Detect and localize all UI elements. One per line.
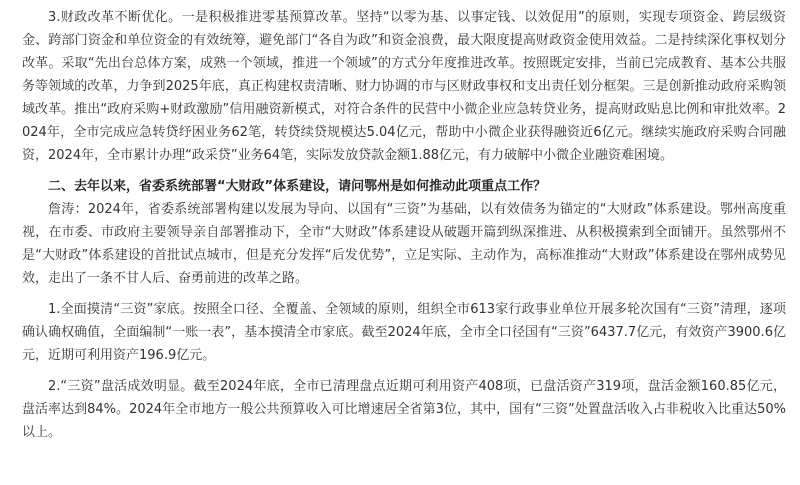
paragraph-point-one: 1.全面摸清“三资”家底。按照全口径、全覆盖、全领域的原则，组织全市613家行政事业单位开展多轮次国有“三资”清理，逐项确认确权确值，全面编制“一账一表”，基本摸清全市家底。截至2024年底，全市全口径国有“三资”6437.7亿元，有效资产3900.6亿元，近期可利用资产196.9亿元。 bbox=[22, 302, 786, 363]
paragraph-spacer bbox=[22, 367, 786, 375]
paragraph-spacer bbox=[22, 290, 786, 298]
paragraph-spacer bbox=[22, 167, 786, 175]
question-heading: 二、去年以来，省委系统部署“大财政”体系建设，请问鄂州是如何推动此项重点工作？ bbox=[48, 179, 547, 194]
paragraph-answer-intro: 詹涛：2024年，省委系统部署构建以发展为导向、以国有“三资”为基础，以有效债务为锚定的“大财政”体系建设。鄂州高度重视，在市委、市政府主要领导亲自部署推动下，全市“大财政”体系建设从破题开篇到纵深推进、从积极摸索到全面铺开。虽然鄂州不是“大财政”体系建设的首批试点城市，但是充分发挥“后发优势”，立足实际、主动作为，高标准推动“大财政”体系建设在鄂州成势见效，走出了一条不甘人后、奋勇前进的改革之路。 bbox=[22, 202, 786, 286]
paragraph-point-two: 2.“三资”盘活成效明显。截至2024年底，全市已清理盘点近期可利用资产408项，已盘活资产319项，盘活金额160.85亿元，盘活率达到84%。2024年全市地方一般公共预算收入可比增速居全省第3位，其中，国有“三资”处置盘活收入占非税收入比重达50%以上。 bbox=[22, 379, 786, 440]
paragraph-fiscal-reform: 3.财政改革不断优化。一是积极推进零基预算改革。坚持“以零为基、以事定钱、以效促用”的原则，实现专项资金、跨层级资金、跨部门资金和单位资金的有效统筹，避免部门“各自为政”和资金浪费，最大限度提高财政资金使用效益。二是持续深化事权划分改革。采取“先出台总体方案，成熟一个领域，推进一个领域”的方式分年度推进改革。按照既定安排，当前已完成教育、基本公共服务等领域的改革，力争到2025年底，真正构建权责清晰、财力协调的市与区财政事权和支出责任划分框架。三是创新推动政府采购领域改革。推出“政府采购+财政激励”信用融资新模式，对符合条件的民营中小微企业应急转贷业务，提高财政贴息比例和审批效率。2024年，全市完成应急转贷纾困业务62笔，转贷续贷规模达5.04亿元，帮助中小微企业获得融资近6亿元。继续实施政府采购合同融资，2024年，全市累计办理“政采贷”业务64笔，实际发放贷款金额1.88亿元，有力破解中小微企业融资难困境。 bbox=[22, 10, 786, 163]
